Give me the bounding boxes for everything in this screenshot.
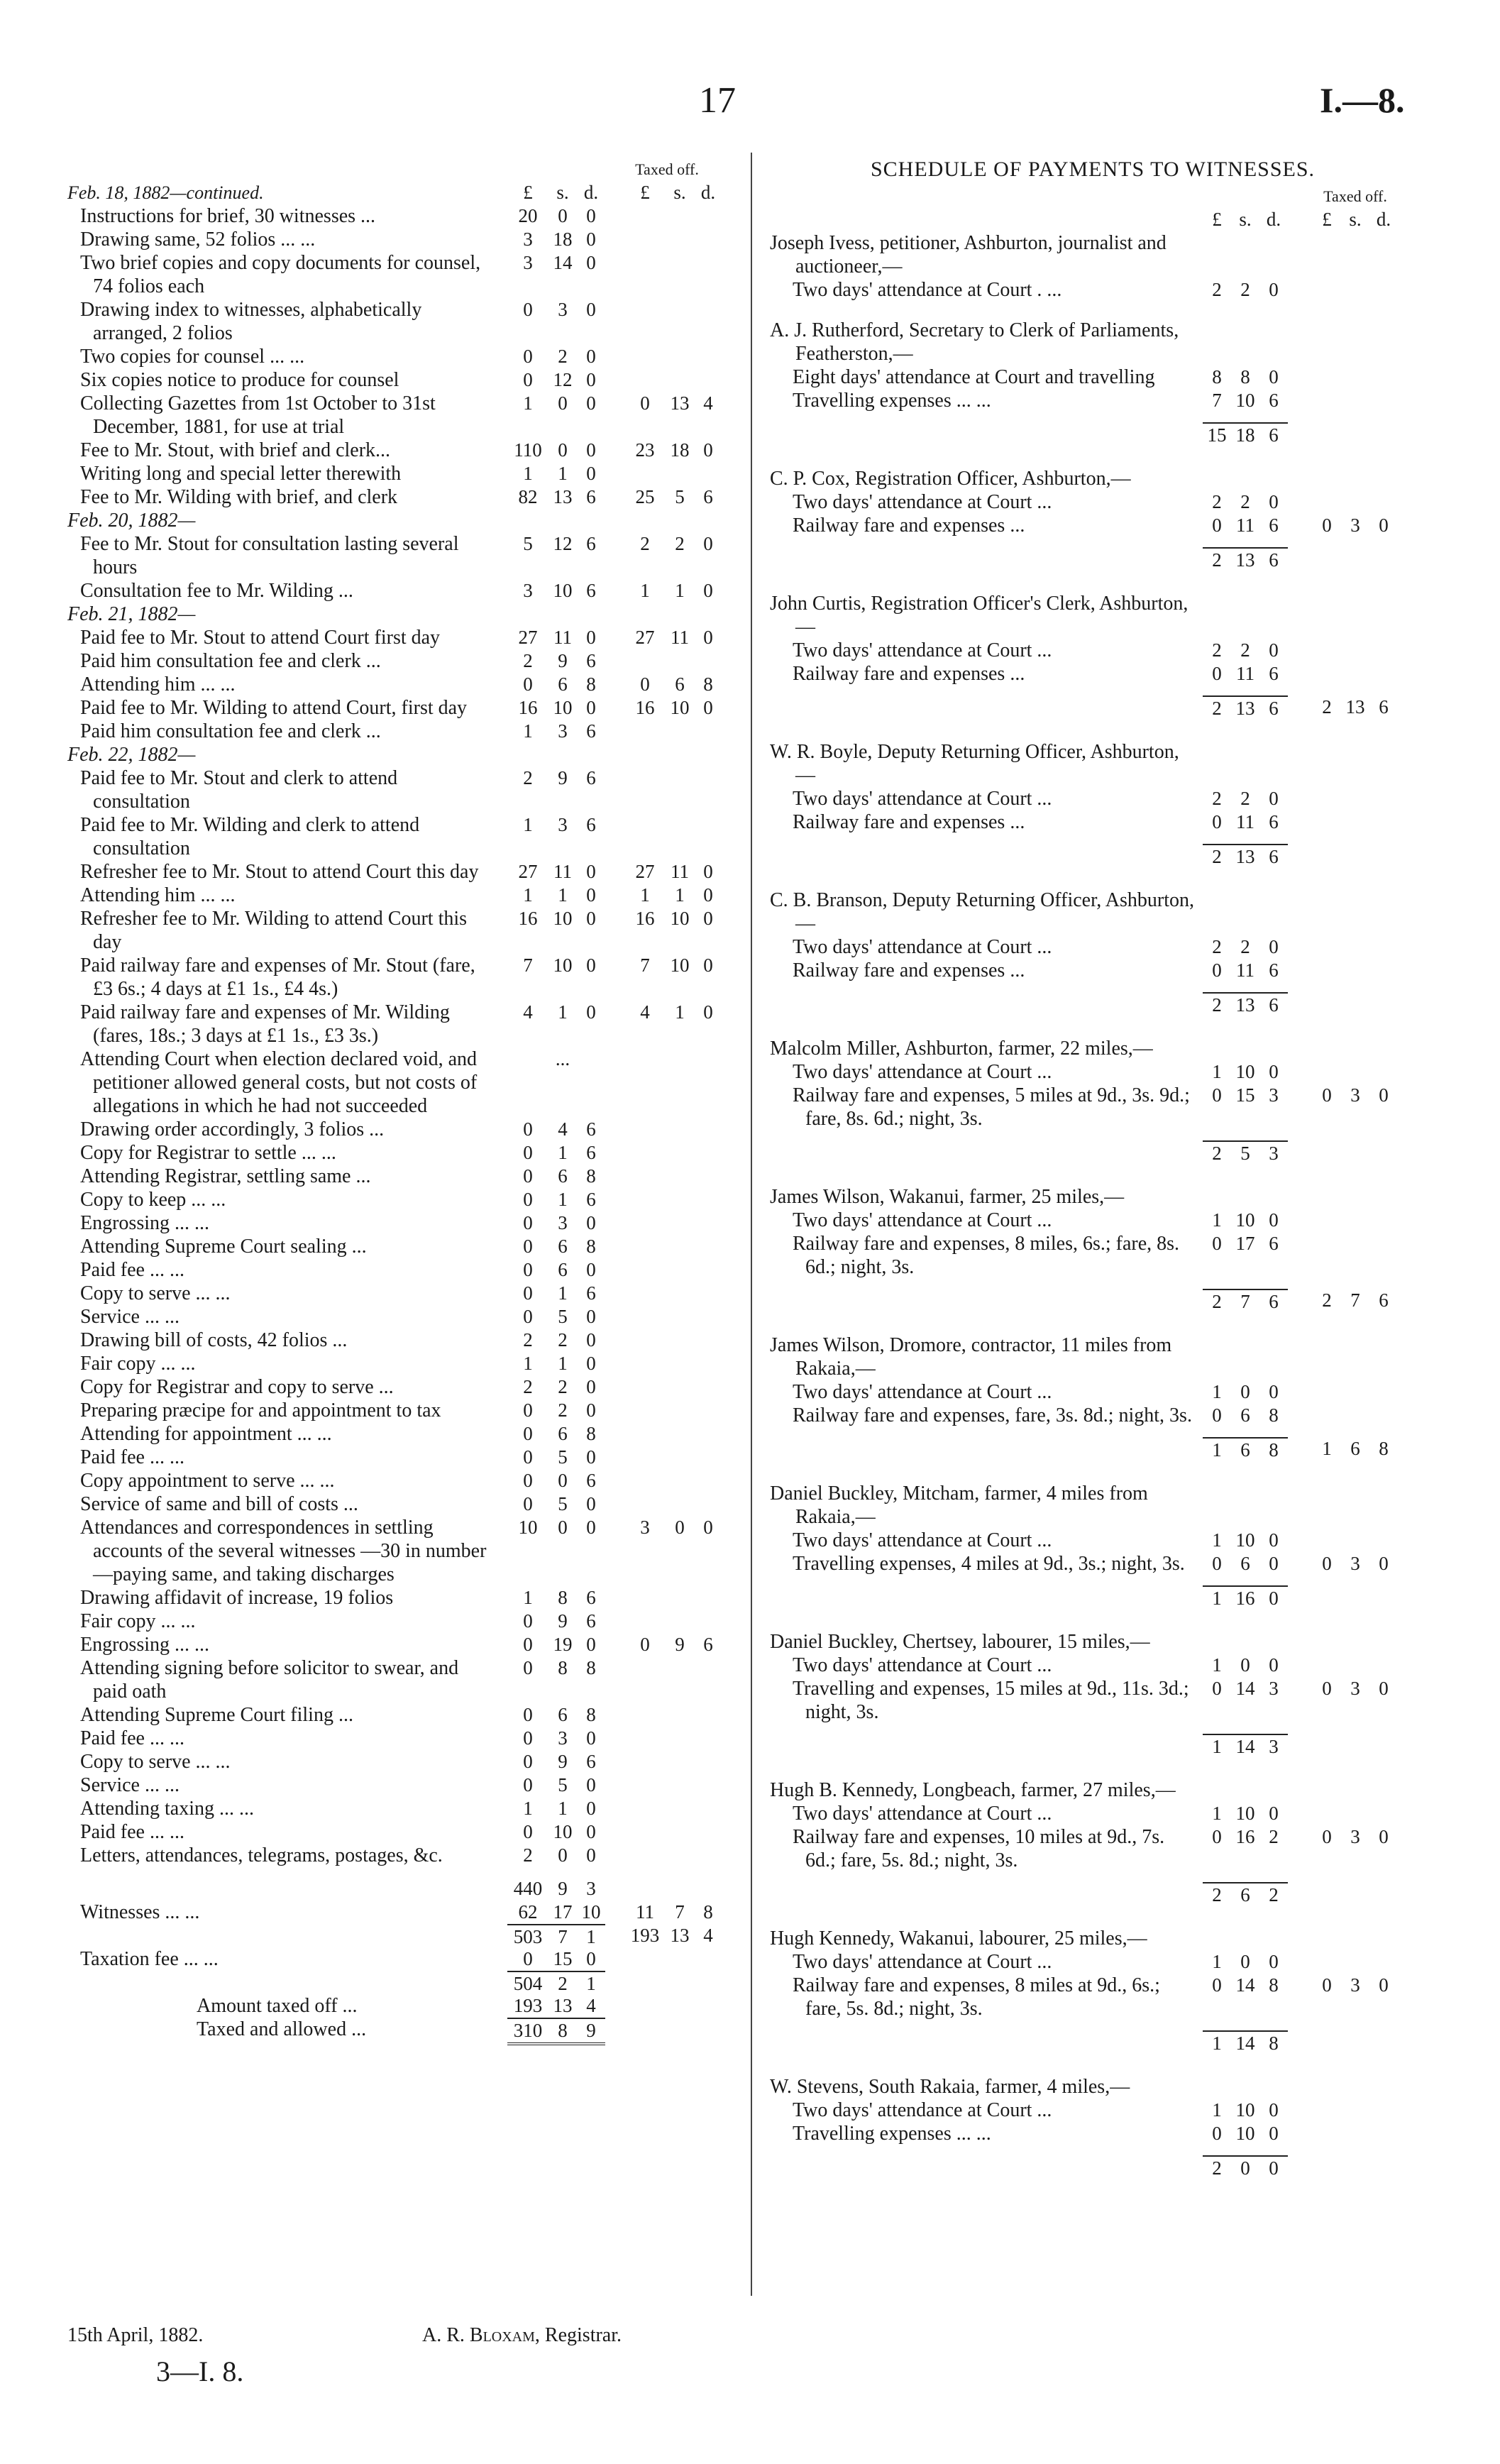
witness-line-item: Travelling expenses ... ... 7 10 6 — [793, 390, 1279, 412]
date-heading: Feb. 22, 1882— — [67, 744, 196, 766]
cost-item: Attending Supreme Court sealing ... 0 6 8 — [80, 1236, 596, 1258]
witness-entry — [770, 1778, 1416, 1927]
cost-item: Paid fee to Mr. Wilding to attend Court, first day 16 10 0 16 10 0 — [80, 697, 713, 719]
witness-line-item: Two days' attendance at Court ... 2 2 0 — [793, 788, 1279, 810]
witness-entry — [770, 1927, 1416, 2075]
witness-name: Hugh B. Kennedy, Longbeach, farmer, 27 miles,— — [770, 1779, 1176, 1801]
witness-entry — [770, 592, 1416, 740]
cost-item: Drawing affidavit of increase, 19 folios 1 8 6 — [80, 1587, 596, 1609]
pounds-header: £ — [523, 182, 533, 203]
witness-line-item: Two days' attendance at Court ... 1 10 0 — [793, 1529, 1279, 1551]
witness-line-item: Two days' attendance at Court ... 1 0 0 — [793, 1381, 1279, 1403]
page-number: 17 — [699, 80, 736, 121]
cost-item: Preparing præcipe for and appointment to tax 0 2 0 — [80, 1399, 596, 1421]
subtotal-row: 440 9 3 — [513, 1878, 596, 1899]
witness-line-item: Two days' attendance at Court ... 1 0 0 — [793, 1654, 1279, 1676]
cost-item: Attendances and correspondences in settling accounts of the several witnesses —30 in number—paying same, and taking discharges 10 0 0 3 0 0 — [80, 1517, 713, 1585]
witness-line-item: Two days' attendance at Court ... 1 10 0 — [793, 2099, 1279, 2121]
witness-entry — [770, 2075, 1416, 2200]
cost-item: Attending signing before solicitor to swear, and paid oath 0 8 8 — [80, 1657, 596, 1703]
witness-entry — [770, 467, 1416, 592]
witness-entry — [770, 740, 1416, 889]
cost-item: Attending him ... ... 0 6 8 0 6 8 — [80, 673, 713, 695]
cost-items — [67, 204, 731, 1867]
cost-item: Paid fee to Mr. Stout to attend Court first day 27 11 0 27 11 0 — [80, 627, 713, 649]
cost-item: Fair copy ... ... 1 1 0 — [80, 1353, 596, 1375]
cost-item: Attending for appointment ... ... 0 6 8 — [80, 1423, 596, 1445]
cost-item: Paid fee to Mr. Wilding and clerk to attend consultation 1 3 6 — [80, 814, 596, 859]
pence-header: d. — [583, 182, 599, 203]
continued-date: Feb. 18, 1882—continued. — [67, 182, 264, 203]
cost-item: Fee to Mr. Stout for consultation lasting several hours 5 12 6 2 2 0 — [80, 533, 713, 578]
witness-name: Daniel Buckley, Chertsey, labourer, 15 miles,— — [770, 1631, 1150, 1653]
witness-total: 2 13 6 — [770, 547, 1416, 571]
cost-item: Letters, attendances, telegrams, postages, &c. 2 0 0 — [80, 1844, 596, 1866]
witness-line-item: Railway fare and expenses ... 0 11 6 0 3 0 — [793, 515, 1389, 537]
witness-line-item: Two days' attendance at Court ... 2 2 0 — [793, 491, 1279, 513]
cost-item: Consultation fee to Mr. Wilding ... 3 10 6 1 1 0 — [80, 580, 713, 602]
column-divider — [751, 153, 752, 2296]
amount-taxed-off-row: Amount taxed off ... 193 13 4 — [197, 1995, 596, 2017]
cost-item: Paid railway fare and expenses of Mr. Stout (fare, £3 6s.; 4 days at £1 1s., £4 4s.) 7 10 0 7 10 0 — [80, 955, 713, 1000]
witness-name: Hugh Kennedy, Wakanui, labourer, 25 miles,— — [770, 1927, 1147, 1949]
witness-line-item: Railway fare and expenses, 10 miles at 9d., 7s. 6d.; fare, 5s. 8d.; night, 3s. 0 16 2 0 3 0 — [793, 1826, 1389, 1871]
witness-total: 1 14 3 — [770, 1734, 1416, 1757]
cost-item: Service of same and bill of costs ... 0 5 0 — [80, 1493, 596, 1515]
witness-entry — [770, 1185, 1416, 1333]
cost-item: Fee to Mr. Stout, with brief and clerk... 110 0 0 23 18 0 — [80, 439, 713, 461]
witness-line-item: Railway fare and expenses ... 0 11 6 — [793, 959, 1279, 981]
taxation-fee-row: Taxation fee ... ... 0 15 0 — [80, 1948, 596, 1970]
cost-item: Paid fee ... ... 0 5 0 — [80, 1446, 596, 1468]
subtotal-row-2: 503 7 1 193 13 4 — [67, 1924, 731, 1947]
cost-item: Copy appointment to serve ... ... 0 0 6 — [80, 1470, 596, 1492]
witness-entry — [770, 319, 1416, 467]
cost-item: Paid railway fare and expenses of Mr. Wilding (fares, 18s.; 3 days at £1 1s., £3 3s.) 4 1 0 4 1 0 — [80, 1001, 713, 1047]
witness-line-item: Two days' attendance at Court ... 2 2 0 — [793, 936, 1279, 958]
witness-line-item: Railway fare and expenses ... 0 11 6 — [793, 663, 1279, 685]
witness-line-item: Two days' attendance at Court ... 1 10 0 — [793, 1209, 1279, 1231]
witness-total: 15 18 6 — [770, 422, 1416, 446]
cost-item: Drawing order accordingly, 3 folios ... 0 4 6 — [80, 1118, 596, 1140]
taxed-off-label: Taxed off. — [1323, 187, 1387, 205]
witness-name: James Wilson, Dromore, contractor, 11 miles from Rakaia,— — [770, 1334, 1172, 1380]
witness-total: 1 14 8 — [770, 2030, 1416, 2054]
cost-item: Paid him consultation fee and clerk ... 1 3 6 — [80, 720, 596, 742]
bill-of-costs — [67, 158, 731, 2041]
witness-line-item: Railway fare and expenses, fare, 3s. 8d.; night, 3s. 0 6 8 — [793, 1404, 1279, 1426]
taxed-off-label: Taxed off. — [635, 160, 699, 178]
witness-name: Malcolm Miller, Ashburton, farmer, 22 miles,— — [770, 1038, 1153, 1060]
shillings-header: s. — [556, 182, 569, 203]
witness-total: 1 16 0 — [770, 1585, 1416, 1609]
cost-item: Six copies notice to produce for counsel 0 12 0 — [80, 369, 596, 391]
witness-line-item: Railway fare and expenses ... 0 11 6 — [793, 811, 1279, 833]
witness-name: Daniel Buckley, Mitcham, farmer, 4 miles from Rakaia,— — [770, 1483, 1148, 1528]
cost-item: Copy for Registrar to settle ... ... 0 1 6 — [80, 1142, 596, 1164]
witness-line-item: Travelling and expenses, 15 miles at 9d., 11s. 3d.; night, 3s. 0 14 3 0 3 0 — [793, 1678, 1389, 1723]
witness-entry — [770, 1630, 1416, 1778]
cost-item: Copy to keep ... ... 0 1 6 — [80, 1189, 596, 1211]
cost-item: Paid fee ... ... 0 3 0 — [80, 1727, 596, 1749]
cost-item: Service ... ... 0 5 0 — [80, 1774, 596, 1796]
cost-item: Attending Court when election declared void, and petitioner allowed general costs, but not costs of allegations in which he had not succeeded ... — [80, 1048, 570, 1117]
cost-item: Copy for Registrar and copy to serve ... 2 2 0 — [80, 1376, 596, 1398]
witness-line-item: Two days' attendance at Court ... 2 2 0 — [793, 639, 1279, 661]
footer-date: 15th April, 1882. — [67, 2324, 204, 2346]
witness-total: 2 13 6 2 13 6 — [770, 695, 1416, 719]
registrar-signature: A. R. Bloxam, Registrar. — [422, 2324, 622, 2346]
cost-item: Writing long and special letter therewith 1 1 0 — [80, 463, 596, 485]
witness-name: James Wilson, Wakanui, farmer, 25 miles,— — [770, 1186, 1125, 1208]
witness-entry — [770, 1482, 1416, 1630]
witness-schedule — [770, 158, 1416, 2200]
witness-entries — [770, 231, 1416, 2200]
cost-item: Engrossing ... ... 0 19 0 0 9 6 — [80, 1634, 713, 1656]
taxed-pounds-header: £ — [640, 182, 650, 203]
cost-item: Attending Registrar, settling same ... 0 6 8 — [80, 1165, 596, 1187]
taxed-shillings-header: s. — [673, 182, 686, 203]
witness-name: John Curtis, Registration Officer's Clerk, Ashburton,— — [770, 593, 1189, 638]
currency-header-row — [67, 181, 731, 204]
witness-line-item: Travelling expenses, 4 miles at 9d., 3s.; night, 3s. 0 6 0 0 3 0 — [793, 1553, 1389, 1575]
sheet-reference: 3—I. 8. — [156, 2355, 244, 2387]
witness-total: 1 6 8 1 6 8 — [770, 1437, 1416, 1461]
cost-item: Drawing index to witnesses, alphabetically arranged, 2 folios 0 3 0 — [80, 299, 596, 344]
taxed-pence-header: d. — [700, 182, 716, 203]
witness-line-item: Railway fare and expenses, 5 miles at 9d., 3s. 9d.; fare, 8s. 6d.; night, 3s. 0 15 3 0 3 0 — [793, 1084, 1389, 1130]
cost-item: Two copies for counsel ... ... 0 2 0 — [80, 346, 596, 368]
cost-item: Refresher fee to Mr. Wilding to attend Court this day 16 10 0 16 10 0 — [80, 908, 713, 953]
cost-item: Attending taxing ... ... 1 1 0 — [80, 1798, 596, 1820]
cost-item: Paid fee ... ... 0 10 0 — [80, 1821, 596, 1843]
witness-total: 2 13 6 — [770, 992, 1416, 1016]
taxed-and-allowed-row: Taxed and allowed ... 310 8 9 — [67, 2018, 731, 2041]
witnesses-total-row: Witnesses ... ... 62 17 10 11 7 8 — [80, 1901, 713, 1923]
cost-item: Two brief copies and copy documents for counsel, 74 folios each 3 14 0 — [80, 252, 596, 297]
witness-name: C. P. Cox, Registration Officer, Ashburton,— — [770, 468, 1131, 490]
cost-item: Attending him ... ... 1 1 0 1 1 0 — [80, 884, 713, 906]
witness-name: A. J. Rutherford, Secretary to Clerk of Parliaments, Featherston,— — [770, 319, 1179, 365]
witness-total: 2 7 6 2 7 6 — [770, 1289, 1416, 1312]
cost-item: Paid fee ... ... 0 6 0 — [80, 1259, 596, 1281]
witness-total: 2 5 3 — [770, 1140, 1416, 1164]
witness-line-item: Two days' attendance at Court . ... 2 2 0 — [793, 279, 1279, 301]
witness-name: W. R. Boyle, Deputy Returning Officer, Ashburton,— — [770, 741, 1179, 786]
witness-total: 2 0 0 — [770, 2155, 1416, 2179]
witness-line-item: Two days' attendance at Court ... 1 10 0 — [793, 1803, 1279, 1825]
witness-name: C. B. Branson, Deputy Returning Officer, Ashburton,— — [770, 889, 1194, 935]
cost-item: Fee to Mr. Wilding with brief, and clerk 82 13 6 25 5 6 — [80, 486, 713, 508]
cost-item: Copy to serve ... ... 0 1 6 — [80, 1282, 596, 1304]
cost-item: Refresher fee to Mr. Stout to attend Court this day 27 11 0 27 11 0 — [80, 861, 713, 883]
subtotal-row-3: 504 2 1 — [67, 1971, 731, 1994]
witness-line-item: Two days' attendance at Court ... 1 10 0 — [793, 1061, 1279, 1083]
cost-item: Drawing bill of costs, 42 folios ... 2 2 0 — [80, 1329, 596, 1351]
cost-item: Drawing same, 52 folios ... ... 3 18 0 — [80, 229, 596, 251]
witness-name: W. Stevens, South Rakaia, farmer, 4 miles,— — [770, 2076, 1130, 2098]
cost-item: Paid him consultation fee and clerk ... 2 9 6 — [80, 650, 596, 672]
witness-line-item: Eight days' attendance at Court and travelling 8 8 0 — [793, 366, 1279, 388]
witness-entry — [770, 1333, 1416, 1482]
date-heading: Feb. 20, 1882— — [67, 510, 196, 532]
witness-total: 2 6 2 — [770, 1882, 1416, 1905]
witness-line-item: Two days' attendance at Court ... 1 0 0 — [793, 1951, 1279, 1973]
witness-line-item: Railway fare and expenses, 8 miles, 6s.; fare, 8s. 6d.; night, 3s. 0 17 6 — [793, 1233, 1279, 1278]
witness-entry — [770, 1037, 1416, 1185]
taxed-off-header-row — [770, 185, 1416, 208]
taxed-off-header-row — [67, 158, 731, 181]
witness-name: Joseph Ivess, petitioner, Ashburton, journalist and auctioneer,— — [770, 232, 1167, 277]
cost-item: Collecting Gazettes from 1st October to 31st December, 1881, for use at trial 1 0 0 0 13 4 — [80, 392, 713, 438]
cost-item: Fair copy ... ... 0 9 6 — [80, 1610, 596, 1632]
witness-line-item: Travelling expenses ... ... 0 10 0 — [793, 2123, 1279, 2145]
document-reference: I.—8. — [1320, 80, 1405, 120]
cost-item: Attending Supreme Court filing ... 0 6 8 — [80, 1704, 596, 1726]
cost-item: Engrossing ... ... 0 3 0 — [80, 1212, 596, 1234]
cost-item: Instructions for brief, 30 witnesses ... 20 0 0 — [80, 205, 596, 227]
date-heading: Feb. 21, 1882— — [67, 603, 196, 625]
witness-entry — [770, 889, 1416, 1037]
witness-line-item: Railway fare and expenses, 8 miles at 9d., 6s.; fare, 5s. 8d.; night, 3s. 0 14 8 0 3 0 — [793, 1974, 1389, 2020]
witness-entry — [770, 231, 1416, 319]
schedule-title: SCHEDULE OF PAYMENTS TO WITNESSES. — [870, 158, 1316, 181]
witness-total: 2 13 6 — [770, 844, 1416, 867]
cost-item: Paid fee to Mr. Stout and clerk to attend consultation 2 9 6 — [80, 767, 596, 813]
cost-item: Service ... ... 0 5 0 — [80, 1306, 596, 1328]
currency-header-row: £ s. d. £ s. d. — [1212, 209, 1391, 230]
cost-item: Copy to serve ... ... 0 9 6 — [80, 1751, 596, 1773]
